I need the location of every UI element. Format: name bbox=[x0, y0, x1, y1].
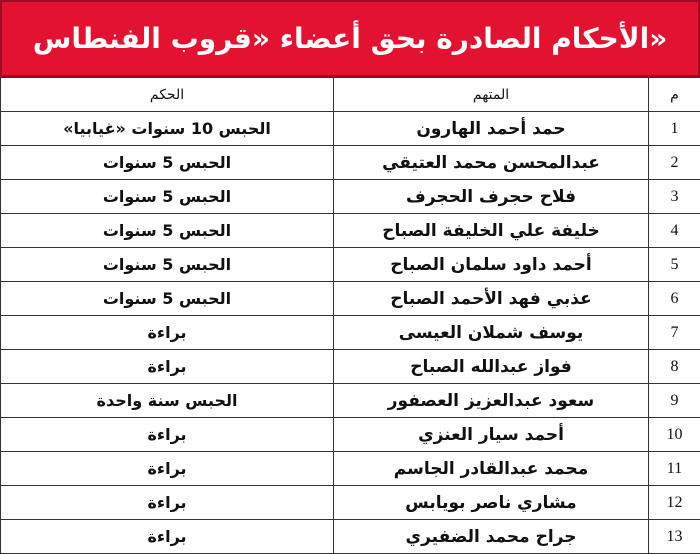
table-row bbox=[1, 316, 700, 350]
row-number: 9 bbox=[649, 384, 700, 418]
row-number: 11 bbox=[649, 452, 700, 486]
accused-name: سعود عبدالعزيز العصفور bbox=[334, 384, 649, 418]
table-row bbox=[1, 452, 700, 486]
verdict-text: الحبس 5 سنوات bbox=[1, 248, 334, 282]
row-number: 13 bbox=[649, 520, 700, 554]
accused-name: فلاح حجرف الحجرف bbox=[334, 180, 649, 214]
table-row bbox=[1, 214, 700, 248]
row-number: 6 bbox=[649, 282, 700, 316]
row-number: 2 bbox=[649, 146, 700, 180]
verdict-text: براءة bbox=[1, 316, 334, 350]
row-number: 3 bbox=[649, 180, 700, 214]
table-row bbox=[1, 350, 700, 384]
accused-name: خليفة علي الخليفة الصباح bbox=[334, 214, 649, 248]
table-row bbox=[1, 418, 700, 452]
verdict-text: الحبس سنة واحدة bbox=[1, 384, 334, 418]
accused-name: مشاري ناصر بويابس bbox=[334, 486, 649, 520]
row-number: 5 bbox=[649, 248, 700, 282]
verdict-text: الحبس 5 سنوات bbox=[1, 146, 334, 180]
accused-name: عذبي فهد الأحمد الصباح bbox=[334, 282, 649, 316]
verdict-text: براءة bbox=[1, 486, 334, 520]
accused-name: جراح محمد الضفيري bbox=[334, 520, 649, 554]
column-header-number: م bbox=[649, 78, 700, 112]
verdict-text: الحبس 5 سنوات bbox=[1, 214, 334, 248]
verdict-text: براءة bbox=[1, 418, 334, 452]
table-row bbox=[1, 282, 700, 316]
verdict-text: براءة bbox=[1, 452, 334, 486]
table-row bbox=[1, 146, 700, 180]
title-banner bbox=[0, 0, 700, 77]
accused-name: أحمد داود سلمان الصباح bbox=[334, 248, 649, 282]
verdict-text: براءة bbox=[1, 520, 334, 554]
row-number: 7 bbox=[649, 316, 700, 350]
table-row bbox=[1, 180, 700, 214]
column-header-verdict: الحكم bbox=[1, 78, 334, 112]
row-number: 4 bbox=[649, 214, 700, 248]
row-number: 8 bbox=[649, 350, 700, 384]
verdict-text: الحبس 10 سنوات «غيابيا» bbox=[1, 112, 334, 146]
verdicts-table bbox=[0, 77, 700, 554]
accused-name: محمد عبدالقادر الجاسم bbox=[334, 452, 649, 486]
table-row bbox=[1, 520, 700, 554]
page-title: الأحكام الصادرة بحق أعضاء «قروب الفنطاس» bbox=[33, 22, 668, 55]
row-number: 1 bbox=[649, 112, 700, 146]
verdict-text: براءة bbox=[1, 350, 334, 384]
accused-name: أحمد سيار العنزي bbox=[334, 418, 649, 452]
row-number: 12 bbox=[649, 486, 700, 520]
table-header-row bbox=[1, 78, 700, 112]
accused-name: فواز عبدالله الصباح bbox=[334, 350, 649, 384]
table-row bbox=[1, 248, 700, 282]
verdict-text: الحبس 5 سنوات bbox=[1, 282, 334, 316]
table-row bbox=[1, 112, 700, 146]
verdict-text: الحبس 5 سنوات bbox=[1, 180, 334, 214]
column-header-accused: المتهم bbox=[334, 78, 649, 112]
accused-name: يوسف شملان العيسى bbox=[334, 316, 649, 350]
table-row bbox=[1, 384, 700, 418]
accused-name: عبدالمحسن محمد العتيقي bbox=[334, 146, 649, 180]
row-number: 10 bbox=[649, 418, 700, 452]
accused-name: حمد أحمد الهارون bbox=[334, 112, 649, 146]
table-row bbox=[1, 486, 700, 520]
